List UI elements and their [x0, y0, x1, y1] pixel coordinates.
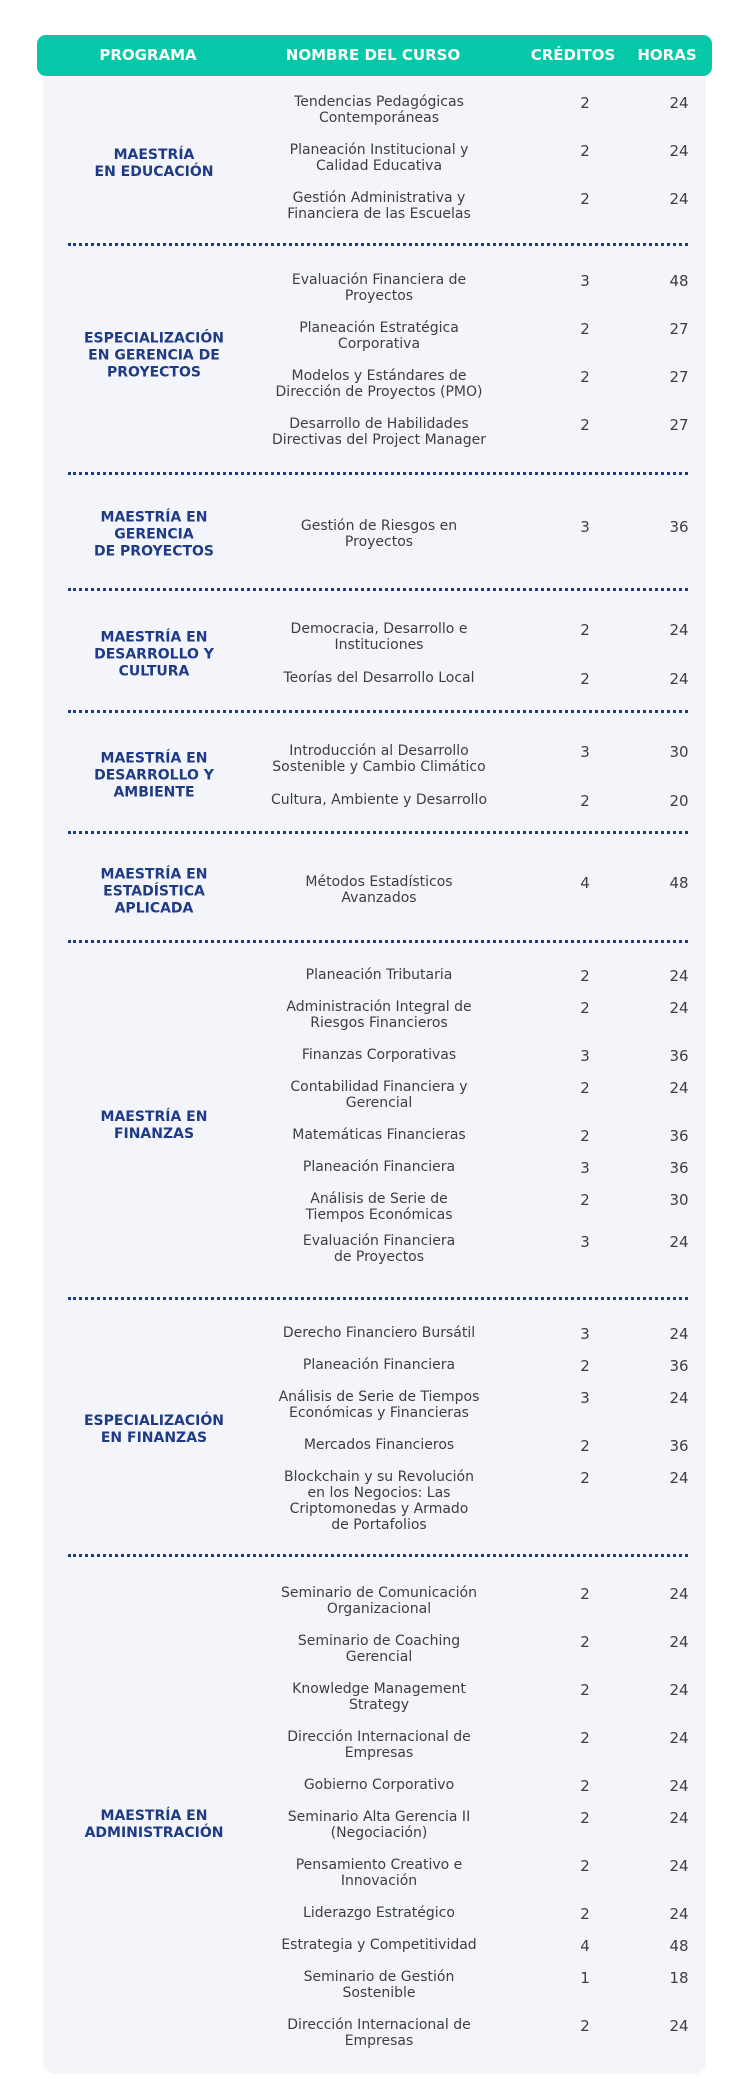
header-nombre-del-curso: NOMBRE DEL CURSO [285, 46, 461, 64]
course-horas: 24 [669, 670, 689, 688]
course-creditos: 3 [580, 743, 590, 761]
dotted-separator [68, 940, 688, 943]
course-name: Contabilidad Financiera y Gerencial [290, 1079, 468, 1111]
course-horas: 36 [669, 1047, 689, 1065]
course-name: Gestión de Riesgos en Proyectos [300, 518, 458, 550]
course-horas: 24 [669, 1389, 689, 1407]
course-creditos: 3 [580, 1233, 590, 1251]
course-horas: 24 [669, 621, 689, 639]
course-horas: 24 [669, 2017, 689, 2035]
course-name: Blockchain y su Revolución en los Negocios: Las Criptomonedas y Armado de Portafolios [284, 1469, 474, 1533]
course-name: Evaluación Financiera de Proyectos [302, 1233, 456, 1265]
course-creditos: 2 [580, 1809, 590, 1827]
course-creditos: 2 [580, 142, 590, 160]
course-creditos: 2 [580, 1729, 590, 1747]
course-horas: 24 [669, 1857, 689, 1875]
dotted-separator [68, 588, 688, 591]
course-horas: 48 [669, 272, 689, 290]
course-creditos: 2 [580, 320, 590, 338]
course-horas: 24 [669, 1325, 689, 1343]
program-name: MAESTRÍA EN GERENCIA DE PROYECTOS [93, 509, 214, 560]
course-creditos: 3 [580, 1159, 590, 1177]
course-horas: 24 [669, 1469, 689, 1487]
course-creditos: 2 [580, 792, 590, 810]
table-body [43, 76, 706, 2074]
table-header [37, 35, 712, 76]
course-horas: 30 [669, 743, 689, 761]
header-creditos: CRÉDITOS [530, 46, 616, 64]
course-creditos: 2 [580, 1127, 590, 1145]
course-horas: 24 [669, 1633, 689, 1651]
dotted-separator [68, 831, 688, 834]
course-creditos: 2 [580, 190, 590, 208]
course-creditos: 2 [580, 1191, 590, 1209]
course-horas: 36 [669, 518, 689, 536]
program-name: MAESTRÍA EN ADMINISTRACIÓN [84, 1808, 224, 1841]
course-creditos: 1 [580, 1969, 590, 1987]
course-horas: 24 [669, 1809, 689, 1827]
course-name: Métodos Estadísticos Avanzados [305, 874, 453, 906]
course-name: Matemáticas Financieras [292, 1127, 466, 1143]
course-name: Teorías del Desarrollo Local [283, 670, 475, 686]
course-creditos: 3 [580, 272, 590, 290]
course-horas: 36 [669, 1437, 689, 1455]
course-horas: 24 [669, 1905, 689, 1923]
course-name: Dirección Internacional de Empresas [287, 1729, 471, 1761]
course-name: Planeación Institucional y Calidad Educativa [289, 142, 469, 174]
course-horas: 24 [669, 1079, 689, 1097]
course-creditos: 2 [580, 1357, 590, 1375]
course-creditos: 3 [580, 1389, 590, 1407]
course-name: Seminario de Coaching Gerencial [297, 1633, 461, 1665]
course-name: Derecho Financiero Bursátil [282, 1325, 476, 1341]
course-name: Knowledge Management Strategy [292, 1681, 466, 1713]
course-name: Planeación Tributaria [305, 967, 453, 983]
course-name: Democracia, Desarrollo e Instituciones [290, 621, 468, 653]
course-horas: 27 [669, 320, 689, 338]
course-creditos: 2 [580, 1469, 590, 1487]
course-creditos: 2 [580, 1777, 590, 1795]
course-name: Desarrollo de Habilidades Directivas del Project Manager [272, 416, 486, 448]
program-name: MAESTRÍA EN EDUCACIÓN [94, 147, 214, 180]
course-name: Tendencias Pedagógicas Contemporáneas [294, 94, 464, 126]
course-horas: 48 [669, 1937, 689, 1955]
course-name: Modelos y Estándares de Dirección de Proyectos (PMO) [275, 368, 483, 400]
course-name: Pensamiento Creativo e Innovación [295, 1857, 463, 1889]
course-name: Introducción al Desarrollo Sostenible y Cambio Climático [272, 743, 486, 775]
program-name: ESPECIALIZACIÓN EN FINANZAS [83, 1413, 224, 1446]
course-name: Seminario de Comunicación Organizacional [280, 1585, 477, 1617]
course-name: Seminario Alta Gerencia II (Negociación) [287, 1809, 471, 1841]
course-horas: 18 [669, 1969, 689, 1987]
course-name: Estrategia y Competitividad [281, 1937, 477, 1953]
course-creditos: 3 [580, 518, 590, 536]
dotted-separator [68, 1554, 688, 1557]
course-horas: 24 [669, 1729, 689, 1747]
course-horas: 24 [669, 142, 689, 160]
course-name: Gestión Administrativa y Financiera de las Escuelas [287, 190, 471, 222]
course-horas: 36 [669, 1159, 689, 1177]
course-name: Finanzas Corporativas [301, 1047, 457, 1063]
course-horas: 27 [669, 368, 689, 386]
dotted-separator [68, 1297, 688, 1300]
course-horas: 24 [669, 190, 689, 208]
header-programa: PROGRAMA [99, 46, 197, 64]
course-horas: 27 [669, 416, 689, 434]
course-name: Dirección Internacional de Empresas [287, 2017, 471, 2049]
course-creditos: 2 [580, 2017, 590, 2035]
course-name: Cultura, Ambiente y Desarrollo [270, 792, 488, 808]
course-creditos: 2 [580, 1585, 590, 1603]
course-creditos: 2 [580, 1905, 590, 1923]
course-creditos: 2 [580, 1857, 590, 1875]
course-name: Liderazgo Estratégico [303, 1905, 455, 1921]
course-horas: 24 [669, 94, 689, 112]
course-name: Evaluación Financiera de Proyectos [291, 272, 467, 304]
course-horas: 24 [669, 967, 689, 985]
program-name: ESPECIALIZACIÓN EN GERENCIA DE PROYECTOS [83, 330, 224, 381]
course-horas: 48 [669, 874, 689, 892]
course-creditos: 2 [580, 967, 590, 985]
course-name: Planeación Financiera [302, 1159, 456, 1175]
course-creditos: 2 [580, 1633, 590, 1651]
course-creditos: 2 [580, 621, 590, 639]
course-creditos: 3 [580, 1325, 590, 1343]
course-name: Planeación Estratégica Corporativa [299, 320, 459, 352]
course-horas: 36 [669, 1127, 689, 1145]
course-creditos: 2 [580, 670, 590, 688]
dotted-separator [68, 472, 688, 475]
course-creditos: 2 [580, 368, 590, 386]
course-name: Seminario de Gestión Sostenible [303, 1969, 455, 2001]
course-horas: 24 [669, 1681, 689, 1699]
course-creditos: 2 [580, 416, 590, 434]
course-creditos: 2 [580, 94, 590, 112]
program-name: MAESTRÍA EN DESARROLLO Y AMBIENTE [94, 750, 214, 801]
course-name: Análisis de Serie de Tiempos Económicas [305, 1191, 453, 1223]
header-horas: HORAS [637, 46, 697, 64]
course-name: Mercados Financieros [303, 1437, 455, 1453]
course-horas: 36 [669, 1357, 689, 1375]
program-name: MAESTRÍA EN ESTADÍSTICA APLICADA [100, 866, 208, 917]
course-horas: 24 [669, 999, 689, 1017]
course-horas: 24 [669, 1585, 689, 1603]
course-creditos: 3 [580, 1047, 590, 1065]
course-creditos: 4 [580, 1937, 590, 1955]
course-creditos: 2 [580, 1079, 590, 1097]
course-creditos: 2 [580, 999, 590, 1017]
program-name: MAESTRÍA EN FINANZAS [100, 1109, 208, 1142]
course-horas: 30 [669, 1191, 689, 1209]
program-name: MAESTRÍA EN DESARROLLO Y CULTURA [94, 629, 214, 680]
dotted-separator [68, 710, 688, 713]
dotted-separator [68, 243, 688, 246]
course-horas: 24 [669, 1777, 689, 1795]
course-name: Administración Integral de Riesgos Financieros [286, 999, 472, 1031]
course-name: Gobierno Corporativo [303, 1777, 455, 1793]
course-horas: 24 [669, 1233, 689, 1251]
course-name: Planeación Financiera [302, 1357, 456, 1373]
course-name: Análisis de Serie de Tiempos Económicas y Financieras [278, 1389, 480, 1421]
course-horas: 20 [669, 792, 689, 810]
course-creditos: 2 [580, 1681, 590, 1699]
course-creditos: 4 [580, 874, 590, 892]
course-creditos: 2 [580, 1437, 590, 1455]
